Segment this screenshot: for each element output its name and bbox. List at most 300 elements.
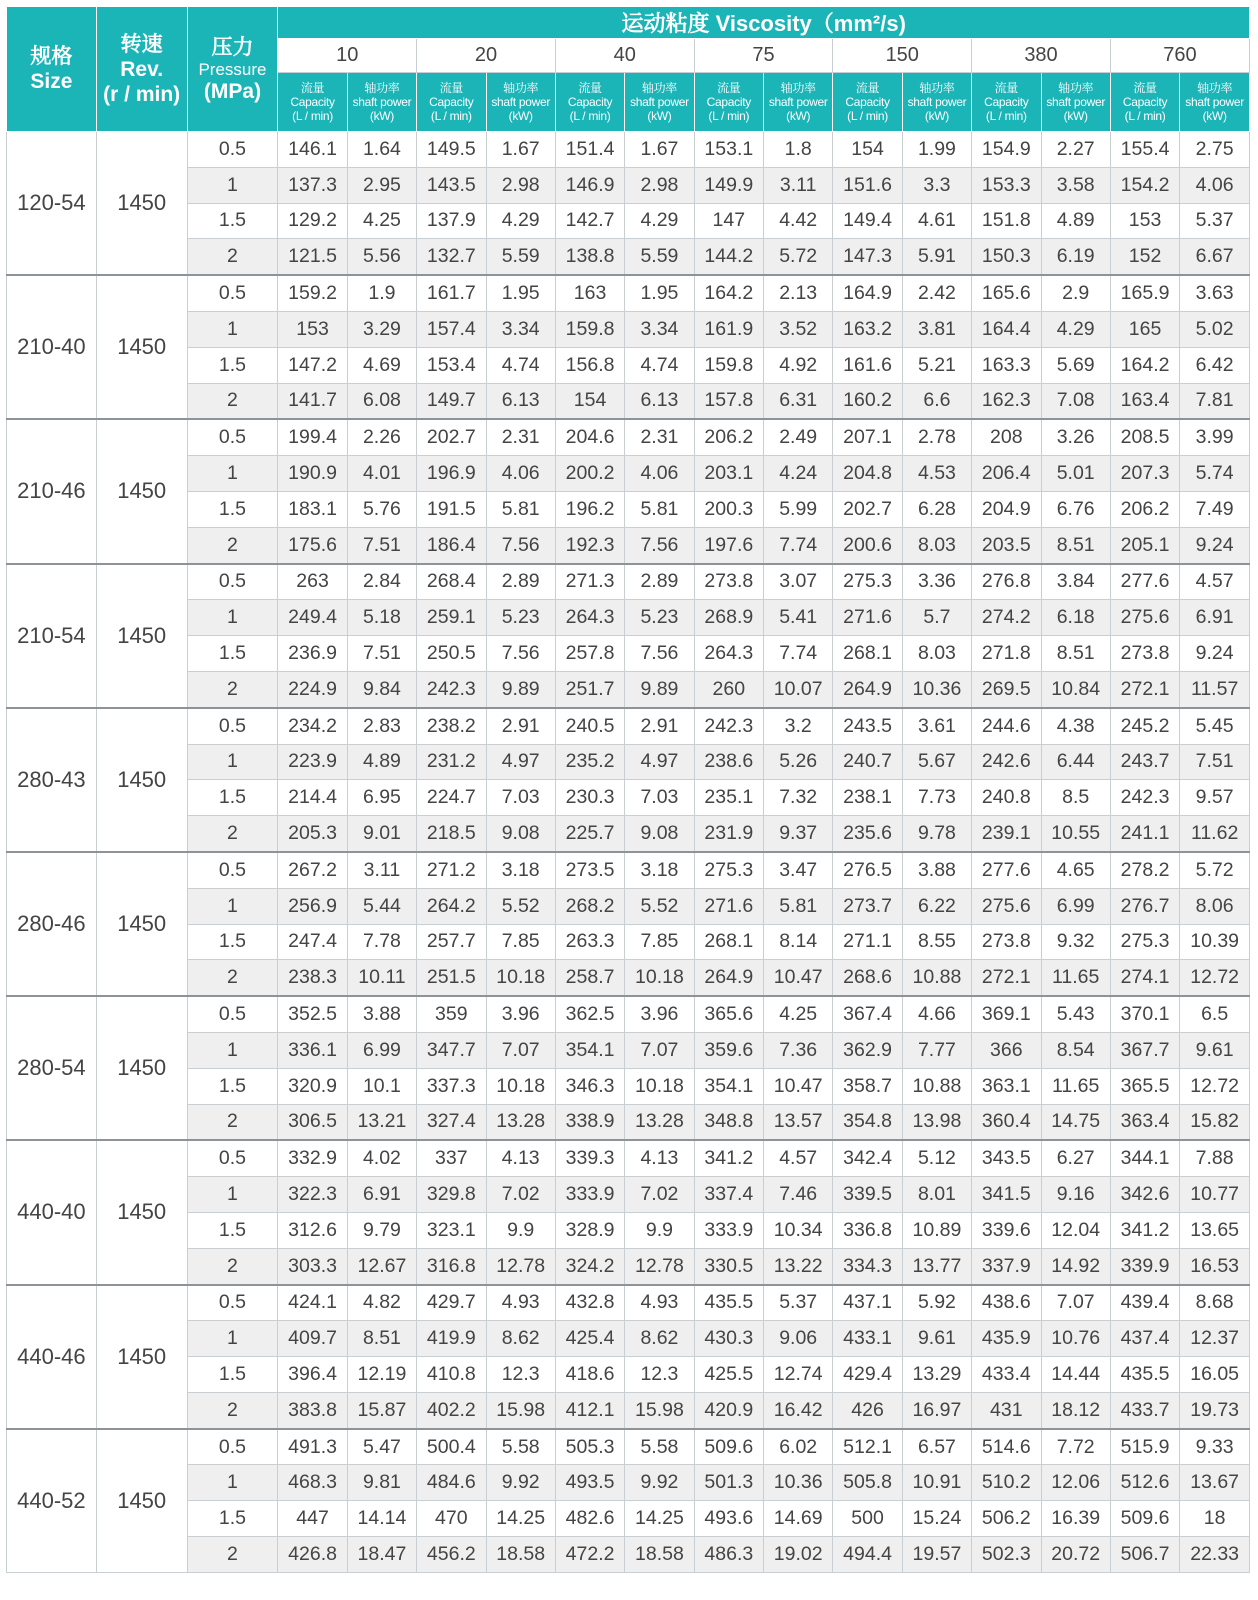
capacity-cell: 154.2 [1110, 167, 1179, 203]
capacity-cell: 230.3 [555, 780, 624, 816]
capacity-cell: 147 [694, 203, 763, 239]
shaft-power-cell: 5.72 [764, 239, 833, 275]
capacity-sub-header [833, 73, 902, 132]
shaft-power-cell: 12.19 [347, 1357, 416, 1393]
capacity-cell: 238.1 [833, 780, 902, 816]
capacity-cell: 337.4 [694, 1177, 763, 1213]
shaft-power-cell: 9.08 [486, 816, 555, 852]
shaft-power-cell: 7.51 [347, 636, 416, 672]
shaft-power-cell: 8.62 [486, 1321, 555, 1357]
shaft-power-cell: 13.28 [486, 1104, 555, 1140]
capacity-cell: 412.1 [555, 1392, 624, 1428]
pressure-cell: 0.5 [187, 996, 278, 1032]
rev-cell: 1450 [96, 1140, 187, 1284]
shaft-power-cell: 14.14 [347, 1501, 416, 1537]
shaft-power-cell: 9.16 [1041, 1177, 1110, 1213]
table-row [7, 527, 1250, 563]
shaft-power-cell: 5.23 [486, 600, 555, 636]
capacity-cell: 264.3 [694, 636, 763, 672]
capacity-cell: 203.5 [972, 527, 1041, 563]
shaft-power-cell: 5.59 [625, 239, 694, 275]
shaft-power-cell: 1.95 [486, 275, 555, 311]
capacity-cell: 456.2 [417, 1537, 486, 1573]
capacity-cell: 207.1 [833, 419, 902, 455]
capacity-cell: 242.6 [972, 744, 1041, 780]
shaft-power-cell: 2.89 [625, 564, 694, 600]
capacity-cell: 332.9 [278, 1140, 347, 1176]
capacity-cell: 328.9 [555, 1212, 624, 1248]
capacity-cell: 205.1 [1110, 527, 1179, 563]
capacity-cell: 269.5 [972, 671, 1041, 707]
shaft-power-cell: 15.82 [1180, 1104, 1250, 1140]
capacity-cell: 271.6 [833, 600, 902, 636]
capacity-cell: 160.2 [833, 383, 902, 419]
shaft-power-cell: 2.13 [764, 275, 833, 311]
capacity-cell: 183.1 [278, 491, 347, 527]
shaft-power-cell: 13.29 [902, 1357, 971, 1393]
capacity-cell: 509.6 [1110, 1501, 1179, 1537]
shaft-power-cell: 2.95 [347, 167, 416, 203]
shaft-power-cell: 7.51 [1180, 744, 1250, 780]
shaft-power-cell: 12.3 [625, 1357, 694, 1393]
capacity-cell: 271.6 [694, 888, 763, 924]
shaft-power-cell: 5.67 [902, 744, 971, 780]
shaft-power-cell: 4.74 [486, 347, 555, 383]
capacity-cell: 138.8 [555, 239, 624, 275]
shaft-power-cell: 11.62 [1180, 816, 1250, 852]
capacity-cell: 199.4 [278, 419, 347, 455]
shaft-power-cell: 5.23 [625, 600, 694, 636]
capacity-cell: 224.9 [278, 671, 347, 707]
pressure-cell: 0.5 [187, 1429, 278, 1465]
capacity-cell: 151.6 [833, 167, 902, 203]
shaft-power-cell: 2.31 [486, 419, 555, 455]
capacity-cell: 243.5 [833, 708, 902, 744]
shaft-power-sub-header-line: 轴功率 [641, 81, 677, 95]
shaft-power-cell: 6.02 [764, 1429, 833, 1465]
pressure-header-en: Pressure [198, 59, 267, 79]
shaft-power-cell: 3.26 [1041, 419, 1110, 455]
shaft-power-cell: 4.82 [347, 1285, 416, 1321]
shaft-power-cell: 8.5 [1041, 780, 1110, 816]
capacity-cell: 251.7 [555, 671, 624, 707]
table-row [7, 816, 1250, 852]
shaft-power-cell: 5.02 [1180, 311, 1250, 347]
capacity-cell: 500.4 [417, 1429, 486, 1465]
capacity-cell: 505.8 [833, 1465, 902, 1501]
capacity-cell: 433.1 [833, 1321, 902, 1357]
capacity-cell: 200.3 [694, 491, 763, 527]
capacity-cell: 339.5 [833, 1177, 902, 1213]
shaft-power-sub-header [764, 73, 833, 132]
shaft-power-cell: 9.81 [347, 1465, 416, 1501]
pressure-cell: 1.5 [187, 1357, 278, 1393]
shaft-power-cell: 6.99 [347, 1032, 416, 1068]
capacity-sub-header-line: 流量 [994, 81, 1019, 95]
shaft-power-cell: 5.58 [625, 1429, 694, 1465]
shaft-power-sub-header-line: (kW) [647, 109, 672, 123]
capacity-cell: 432.8 [555, 1285, 624, 1321]
table-row [7, 1537, 1250, 1573]
table-row [7, 852, 1250, 888]
capacity-cell: 264.9 [694, 960, 763, 996]
capacity-cell: 363.1 [972, 1068, 1041, 1104]
capacity-cell: 204.8 [833, 456, 902, 492]
shaft-power-cell: 8.51 [347, 1321, 416, 1357]
shaft-power-sub-header-line: shaft power [630, 95, 689, 109]
shaft-power-sub-header [902, 73, 971, 132]
capacity-cell: 203.1 [694, 456, 763, 492]
capacity-cell: 196.9 [417, 456, 486, 492]
capacity-cell: 264.3 [555, 600, 624, 636]
shaft-power-cell: 9.9 [486, 1212, 555, 1248]
capacity-cell: 342.4 [833, 1140, 902, 1176]
capacity-cell: 339.6 [972, 1212, 1041, 1248]
shaft-power-cell: 13.67 [1180, 1465, 1250, 1501]
capacity-sub-header-line: (L / min) [1124, 109, 1166, 123]
shaft-power-cell: 4.29 [625, 203, 694, 239]
capacity-cell: 271.8 [972, 636, 1041, 672]
capacity-cell: 204.6 [555, 419, 624, 455]
table-row [7, 239, 1250, 275]
shaft-power-cell: 2.84 [347, 564, 416, 600]
shaft-power-cell: 5.81 [764, 888, 833, 924]
table-row [7, 780, 1250, 816]
shaft-power-sub-header-line: 轴功率 [919, 81, 955, 95]
shaft-power-cell: 10.47 [764, 1068, 833, 1104]
capacity-cell: 165 [1110, 311, 1179, 347]
pressure-cell: 1.5 [187, 924, 278, 960]
capacity-cell: 484.6 [417, 1465, 486, 1501]
shaft-power-cell: 5.81 [486, 491, 555, 527]
table-row [7, 1321, 1250, 1357]
capacity-cell: 149.5 [417, 132, 486, 168]
shaft-power-cell: 10.88 [902, 1068, 971, 1104]
capacity-cell: 192.3 [555, 527, 624, 563]
shaft-power-cell: 4.06 [1180, 167, 1250, 203]
shaft-power-cell: 4.13 [625, 1140, 694, 1176]
table-row [7, 636, 1250, 672]
shaft-power-cell: 5.56 [347, 239, 416, 275]
shaft-power-cell: 13.65 [1180, 1212, 1250, 1248]
shaft-power-cell: 7.07 [625, 1032, 694, 1068]
capacity-cell: 238.2 [417, 708, 486, 744]
capacity-sub-header-line: Capacity [845, 95, 890, 109]
capacity-cell: 276.8 [972, 564, 1041, 600]
shaft-power-cell: 6.91 [1180, 600, 1250, 636]
capacity-cell: 275.3 [694, 852, 763, 888]
shaft-power-cell: 2.98 [486, 167, 555, 203]
shaft-power-cell: 7.85 [486, 924, 555, 960]
size-cell: 440-52 [7, 1429, 97, 1573]
rev-cell: 1450 [96, 996, 187, 1140]
capacity-cell: 143.5 [417, 167, 486, 203]
shaft-power-cell: 9.92 [625, 1465, 694, 1501]
shaft-power-cell: 5.41 [764, 600, 833, 636]
shaft-power-cell: 3.18 [486, 852, 555, 888]
capacity-cell: 425.4 [555, 1321, 624, 1357]
shaft-power-cell: 9.78 [902, 816, 971, 852]
shaft-power-cell: 10.88 [902, 960, 971, 996]
capacity-cell: 240.5 [555, 708, 624, 744]
shaft-power-cell: 5.92 [902, 1285, 971, 1321]
shaft-power-cell: 7.07 [486, 1032, 555, 1068]
capacity-cell: 218.5 [417, 816, 486, 852]
capacity-cell: 271.3 [555, 564, 624, 600]
capacity-sub-header [1110, 73, 1179, 132]
shaft-power-cell: 1.8 [764, 132, 833, 168]
capacity-cell: 341.2 [1110, 1212, 1179, 1248]
capacity-cell: 206.2 [1110, 491, 1179, 527]
shaft-power-cell: 2.78 [902, 419, 971, 455]
capacity-cell: 274.1 [1110, 960, 1179, 996]
shaft-power-cell: 11.65 [1041, 960, 1110, 996]
capacity-cell: 164.2 [1110, 347, 1179, 383]
pressure-cell: 1.5 [187, 1068, 278, 1104]
capacity-cell: 240.8 [972, 780, 1041, 816]
capacity-cell: 396.4 [278, 1357, 347, 1393]
capacity-cell: 341.5 [972, 1177, 1041, 1213]
capacity-cell: 344.1 [1110, 1140, 1179, 1176]
shaft-power-cell: 6.18 [1041, 600, 1110, 636]
capacity-cell: 409.7 [278, 1321, 347, 1357]
shaft-power-cell: 8.55 [902, 924, 971, 960]
shaft-power-cell: 16.42 [764, 1392, 833, 1428]
capacity-cell: 238.3 [278, 960, 347, 996]
capacity-cell: 429.4 [833, 1357, 902, 1393]
capacity-cell: 363.4 [1110, 1104, 1179, 1140]
shaft-power-cell: 7.72 [1041, 1429, 1110, 1465]
shaft-power-sub-header [1041, 73, 1110, 132]
shaft-power-sub-header-line: 轴功率 [1197, 81, 1233, 95]
capacity-cell: 153.1 [694, 132, 763, 168]
shaft-power-cell: 8.51 [1041, 636, 1110, 672]
capacity-cell: 147.3 [833, 239, 902, 275]
capacity-cell: 468.3 [278, 1465, 347, 1501]
rev-cell: 1450 [96, 564, 187, 708]
table-row [7, 347, 1250, 383]
shaft-power-cell: 7.56 [625, 527, 694, 563]
shaft-power-cell: 7.74 [764, 527, 833, 563]
shaft-power-cell: 15.98 [486, 1392, 555, 1428]
shaft-power-cell: 4.06 [625, 456, 694, 492]
capacity-cell: 472.2 [555, 1537, 624, 1573]
pressure-cell: 1 [187, 1321, 278, 1357]
shaft-power-cell: 16.05 [1180, 1357, 1250, 1393]
viscosity-value-header: 760 [1110, 39, 1249, 73]
capacity-cell: 268.9 [694, 600, 763, 636]
pressure-cell: 1 [187, 600, 278, 636]
shaft-power-cell: 5.43 [1041, 996, 1110, 1032]
table-row [7, 1177, 1250, 1213]
capacity-cell: 207.3 [1110, 456, 1179, 492]
shaft-power-cell: 19.02 [764, 1537, 833, 1573]
size-cell: 440-40 [7, 1140, 97, 1284]
shaft-power-cell: 4.89 [347, 744, 416, 780]
capacity-cell: 354.1 [555, 1032, 624, 1068]
table-row [7, 996, 1250, 1032]
shaft-power-cell: 3.99 [1180, 419, 1250, 455]
pressure-cell: 1 [187, 1465, 278, 1501]
capacity-sub-header-line: (L / min) [985, 109, 1027, 123]
capacity-cell: 501.3 [694, 1465, 763, 1501]
capacity-cell: 242.3 [1110, 780, 1179, 816]
shaft-power-cell: 2.91 [486, 708, 555, 744]
shaft-power-cell: 3.47 [764, 852, 833, 888]
capacity-cell: 238.6 [694, 744, 763, 780]
capacity-cell: 241.1 [1110, 816, 1179, 852]
capacity-cell: 142.7 [555, 203, 624, 239]
capacity-cell: 354.1 [694, 1068, 763, 1104]
pump-performance-table [6, 6, 1250, 1573]
shaft-power-cell: 9.89 [625, 671, 694, 707]
capacity-cell: 342.6 [1110, 1177, 1179, 1213]
shaft-power-cell: 19.73 [1180, 1392, 1250, 1428]
shaft-power-sub-header-line: 轴功率 [503, 81, 539, 95]
shaft-power-cell: 4.02 [347, 1140, 416, 1176]
pressure-cell: 2 [187, 816, 278, 852]
shaft-power-cell: 5.52 [625, 888, 694, 924]
shaft-power-cell: 3.34 [486, 311, 555, 347]
table-body [7, 132, 1250, 1573]
shaft-power-cell: 6.99 [1041, 888, 1110, 924]
shaft-power-cell: 4.97 [625, 744, 694, 780]
capacity-cell: 121.5 [278, 239, 347, 275]
shaft-power-cell: 3.2 [764, 708, 833, 744]
capacity-sub-header-line: (L / min) [292, 109, 333, 123]
shaft-power-sub-header [625, 73, 694, 132]
capacity-cell: 240.7 [833, 744, 902, 780]
table-row [7, 1357, 1250, 1393]
capacity-cell: 366 [972, 1032, 1041, 1068]
pressure-cell: 1.5 [187, 491, 278, 527]
capacity-cell: 506.2 [972, 1501, 1041, 1537]
shaft-power-cell: 13.21 [347, 1104, 416, 1140]
capacity-cell: 200.6 [833, 527, 902, 563]
size-cell: 210-46 [7, 419, 97, 563]
capacity-cell: 159.8 [694, 347, 763, 383]
capacity-cell: 358.7 [833, 1068, 902, 1104]
capacity-cell: 154 [833, 132, 902, 168]
shaft-power-cell: 5.69 [1041, 347, 1110, 383]
capacity-cell: 275.6 [972, 888, 1041, 924]
shaft-power-cell: 10.36 [764, 1465, 833, 1501]
capacity-cell: 275.3 [833, 564, 902, 600]
shaft-power-cell: 14.25 [486, 1501, 555, 1537]
shaft-power-cell: 10.91 [902, 1465, 971, 1501]
capacity-cell: 208 [972, 419, 1041, 455]
size-cell: 210-54 [7, 564, 97, 708]
capacity-cell: 149.9 [694, 167, 763, 203]
capacity-cell: 439.4 [1110, 1285, 1179, 1321]
table-row [7, 564, 1250, 600]
capacity-cell: 346.3 [555, 1068, 624, 1104]
shaft-power-cell: 10.18 [486, 960, 555, 996]
capacity-sub-header [555, 73, 624, 132]
shaft-power-cell: 10.07 [764, 671, 833, 707]
table-row [7, 960, 1250, 996]
capacity-cell: 144.2 [694, 239, 763, 275]
capacity-cell: 435.5 [694, 1285, 763, 1321]
capacity-sub-header-line: Capacity [706, 95, 751, 109]
table-row [7, 1104, 1250, 1140]
shaft-power-cell: 20.72 [1041, 1537, 1110, 1573]
shaft-power-cell: 6.27 [1041, 1140, 1110, 1176]
shaft-power-sub-header [486, 73, 555, 132]
shaft-power-cell: 3.84 [1041, 564, 1110, 600]
pressure-cell: 0.5 [187, 852, 278, 888]
capacity-cell: 235.1 [694, 780, 763, 816]
shaft-power-cell: 7.46 [764, 1177, 833, 1213]
capacity-cell: 251.5 [417, 960, 486, 996]
shaft-power-cell: 11.57 [1180, 671, 1250, 707]
capacity-cell: 431 [972, 1392, 1041, 1428]
shaft-power-sub-header-line: (kW) [1202, 109, 1227, 123]
shaft-power-cell: 12.78 [625, 1248, 694, 1284]
capacity-cell: 149.4 [833, 203, 902, 239]
capacity-cell: 512.6 [1110, 1465, 1179, 1501]
capacity-cell: 274.2 [972, 600, 1041, 636]
shaft-power-cell: 5.47 [347, 1429, 416, 1465]
shaft-power-cell: 3.07 [764, 564, 833, 600]
shaft-power-cell: 14.44 [1041, 1357, 1110, 1393]
shaft-power-cell: 4.65 [1041, 852, 1110, 888]
shaft-power-cell: 4.25 [347, 203, 416, 239]
shaft-power-cell: 9.79 [347, 1212, 416, 1248]
pressure-cell: 1 [187, 1177, 278, 1213]
shaft-power-sub-header-line: 轴功率 [780, 81, 816, 95]
shaft-power-cell: 4.57 [1180, 564, 1250, 600]
shaft-power-cell: 3.18 [625, 852, 694, 888]
shaft-power-cell: 4.97 [486, 744, 555, 780]
capacity-cell: 151.8 [972, 203, 1041, 239]
shaft-power-cell: 15.24 [902, 1501, 971, 1537]
capacity-cell: 268.1 [833, 636, 902, 672]
capacity-cell: 426.8 [278, 1537, 347, 1573]
pressure-cell: 0.5 [187, 275, 278, 311]
shaft-power-cell: 7.74 [764, 636, 833, 672]
size-cell: 280-46 [7, 852, 97, 996]
shaft-power-cell: 3.88 [902, 852, 971, 888]
viscosity-value-header: 20 [417, 39, 556, 73]
capacity-cell: 410.8 [417, 1357, 486, 1393]
capacity-cell: 208.5 [1110, 419, 1179, 455]
shaft-power-cell: 12.72 [1180, 960, 1250, 996]
capacity-cell: 200.2 [555, 456, 624, 492]
capacity-cell: 257.7 [417, 924, 486, 960]
capacity-cell: 362.5 [555, 996, 624, 1032]
shaft-power-cell: 3.88 [347, 996, 416, 1032]
shaft-power-cell: 6.6 [902, 383, 971, 419]
capacity-cell: 337.9 [972, 1248, 1041, 1284]
size-header-cn: 规格 [30, 45, 73, 68]
shaft-power-cell: 3.81 [902, 311, 971, 347]
table-row [7, 1212, 1250, 1248]
pressure-cell: 2 [187, 383, 278, 419]
pressure-cell: 0.5 [187, 1285, 278, 1321]
capacity-cell: 163.2 [833, 311, 902, 347]
table-row [7, 1068, 1250, 1104]
shaft-power-cell: 4.38 [1041, 708, 1110, 744]
shaft-power-cell: 6.22 [902, 888, 971, 924]
capacity-cell: 163 [555, 275, 624, 311]
capacity-cell: 470 [417, 1501, 486, 1537]
capacity-cell: 437.1 [833, 1285, 902, 1321]
capacity-sub-header-line: Capacity [567, 95, 613, 109]
shaft-power-cell: 7.77 [902, 1032, 971, 1068]
shaft-power-cell: 7.36 [764, 1032, 833, 1068]
shaft-power-cell: 8.62 [625, 1321, 694, 1357]
